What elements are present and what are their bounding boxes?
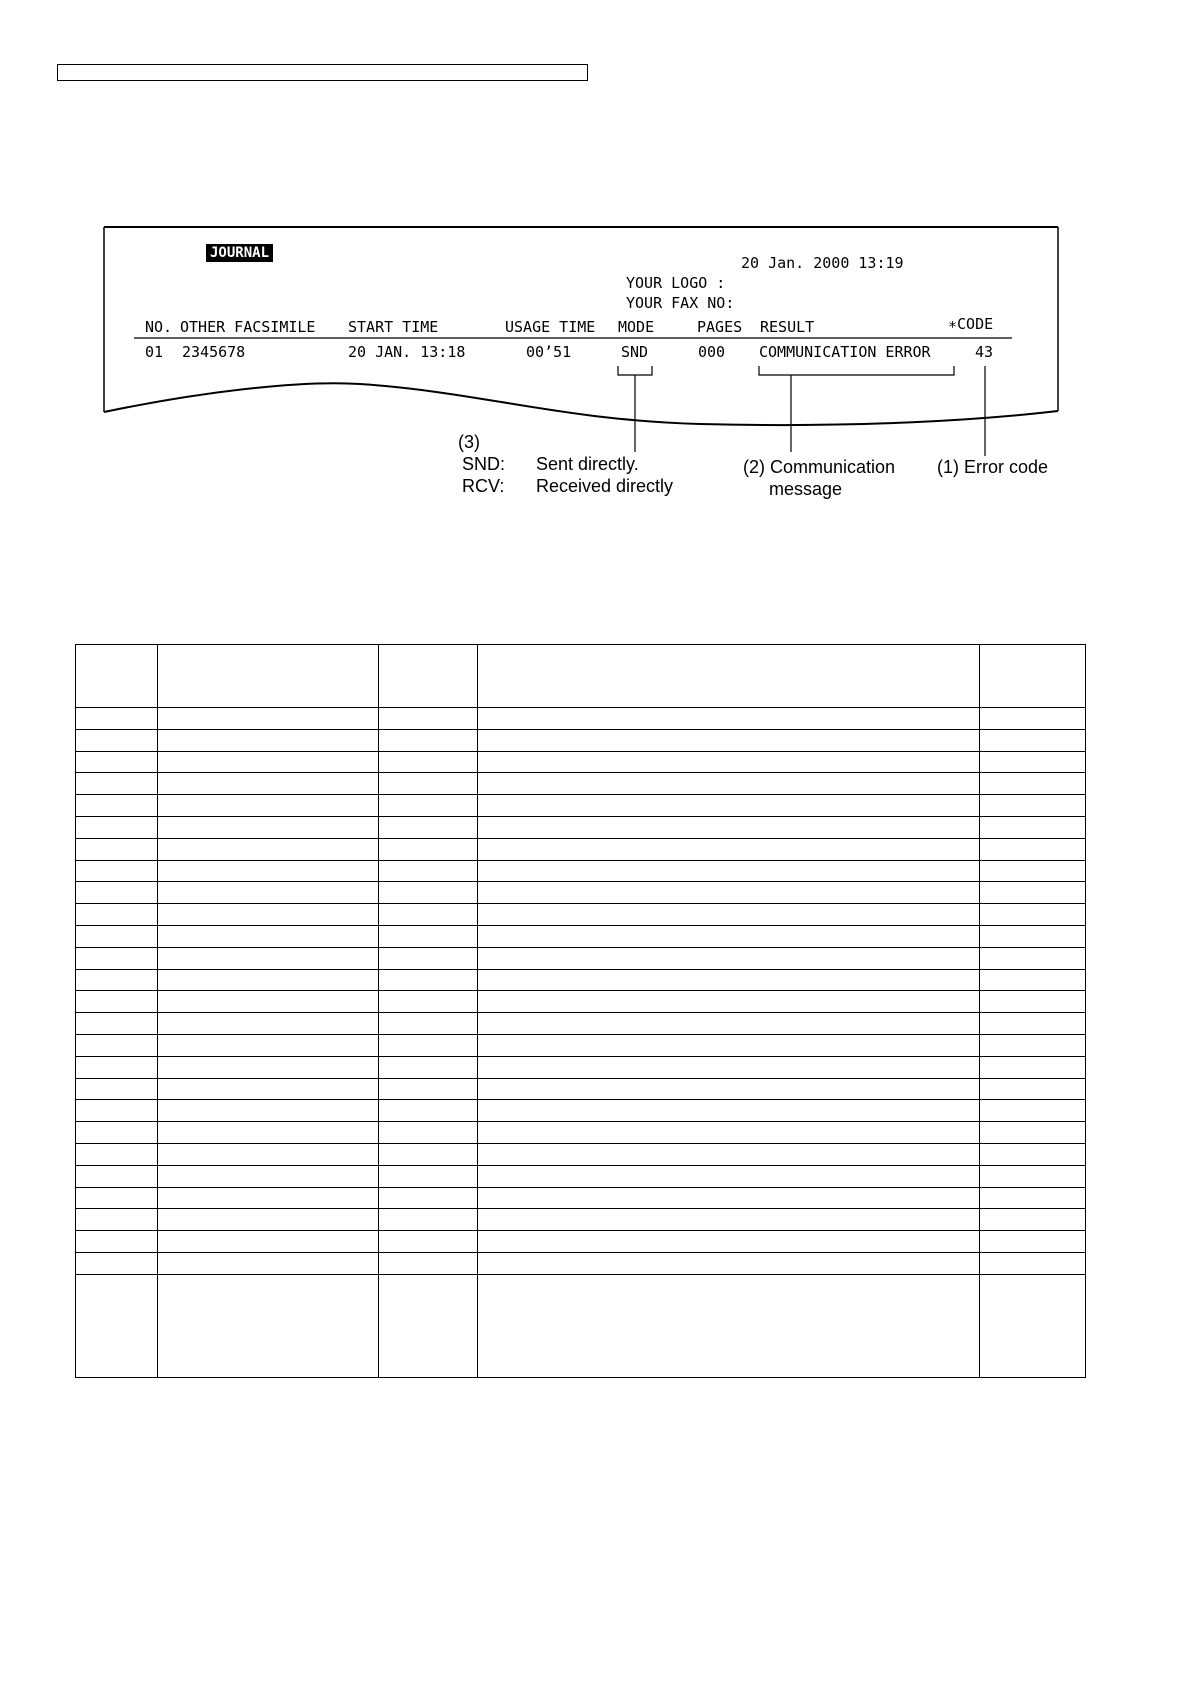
table-row-line	[76, 1078, 1085, 1079]
table-row-line	[76, 816, 1085, 817]
row-pages: 000	[698, 343, 726, 361]
table-row-line	[76, 881, 1085, 882]
your-logo-label: YOUR LOGO :	[626, 274, 726, 292]
table-row-line	[76, 947, 1085, 948]
table-row-line	[76, 729, 1085, 730]
journal-badge: JOURNAL	[206, 244, 273, 262]
col-header-start-time: START TIME	[348, 318, 439, 336]
table-row-line	[76, 1187, 1085, 1188]
table-row-line	[76, 1121, 1085, 1122]
callout-snd-desc: Sent directly.	[536, 454, 639, 474]
blank-code-table	[75, 644, 1086, 1378]
table-row-line	[76, 838, 1085, 839]
table-row-line	[76, 1034, 1085, 1035]
result-bracket	[759, 366, 954, 375]
table-row-line	[76, 1252, 1085, 1253]
col-header-other-facsimile: OTHER FACSIMILE	[180, 318, 316, 336]
callout-error-code: (1) Error code	[937, 457, 1049, 477]
table-row-line	[76, 969, 1085, 970]
table-column-divider	[979, 645, 980, 1377]
col-header-no: NO.	[145, 318, 173, 336]
row-result: COMMUNICATION ERROR	[759, 343, 931, 361]
row-other-facsimile: 2345678	[182, 343, 246, 361]
table-row-line	[76, 1012, 1085, 1013]
table-row-line	[76, 1099, 1085, 1100]
table-row-line	[76, 1274, 1085, 1275]
col-header-result: RESULT	[760, 318, 815, 336]
table-column-divider	[477, 645, 478, 1377]
table-column-divider	[157, 645, 158, 1377]
callout-rcv-key: RCV:	[462, 476, 505, 496]
col-header-usage-time: USAGE TIME	[505, 318, 596, 336]
table-row-line	[76, 903, 1085, 904]
col-header-mode: MODE	[618, 318, 655, 336]
row-usage-time: 00’51	[526, 343, 572, 361]
table-column-divider	[378, 645, 379, 1377]
your-fax-no-label: YOUR FAX NO:	[626, 294, 735, 312]
row-no: 01	[145, 343, 164, 361]
table-row-line	[76, 772, 1085, 773]
table-row-line	[76, 925, 1085, 926]
callout-communication-line1: (2) Communication	[743, 457, 896, 477]
table-row-line	[76, 1165, 1085, 1166]
table-row-line	[76, 751, 1085, 752]
callout-snd-key: SND:	[462, 454, 506, 474]
table-row-line	[76, 1230, 1085, 1231]
callout-mode-number: (3)	[458, 432, 480, 452]
table-row-line	[76, 1056, 1085, 1057]
col-header-pages: PAGES	[697, 318, 743, 336]
callout-communication-line2: message	[769, 479, 843, 499]
callout-rcv-desc: Received directly	[536, 476, 674, 496]
report-datetime: 20 Jan. 2000 13:19	[741, 254, 904, 272]
table-row-line	[76, 1143, 1085, 1144]
col-header-code: ∗CODE	[948, 315, 994, 333]
journal-printout-figure	[0, 0, 1190, 520]
table-row-line	[76, 860, 1085, 861]
mode-bracket	[618, 366, 652, 375]
paper-torn-edge	[104, 383, 1058, 425]
row-mode: SND	[621, 343, 649, 361]
table-row-line	[76, 1208, 1085, 1209]
table-row-line	[76, 707, 1085, 708]
row-start-time: 20 JAN. 13:18	[348, 343, 466, 361]
row-code: 43	[975, 343, 994, 361]
table-row-line	[76, 794, 1085, 795]
table-row-line	[76, 990, 1085, 991]
